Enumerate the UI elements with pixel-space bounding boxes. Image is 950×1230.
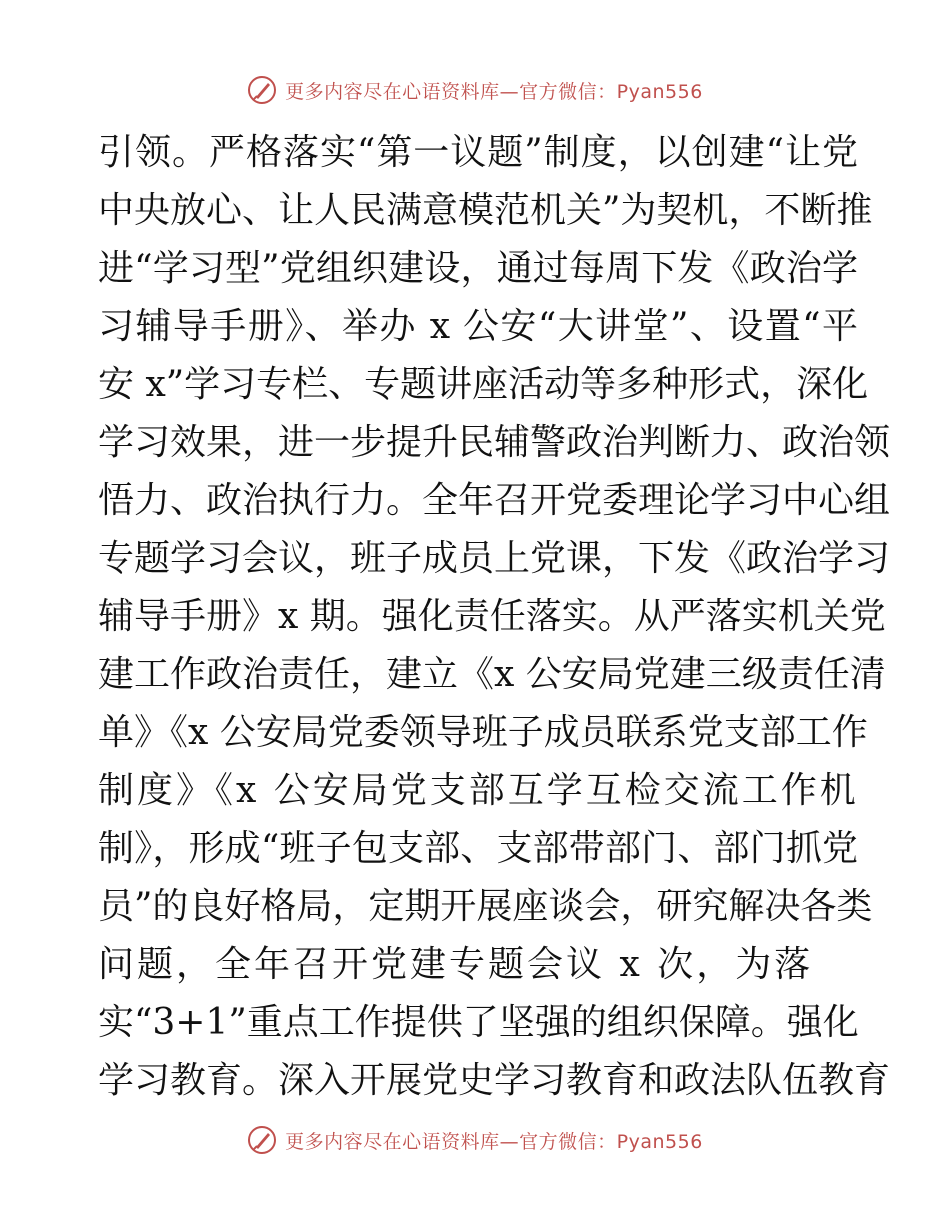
text-line: 悟力、政治执行力。全年召开党委理论学习中心组 (98, 480, 891, 521)
text-line: 安 x”学习专栏、专题讲座活动等多种形式，深化 (98, 364, 869, 405)
text-line: 学习效果，进一步提升民辅警政治判断力、政治领 (98, 422, 891, 463)
text-line: 制度》《x 公安局党支部互学互检交流工作机 (98, 770, 859, 811)
text-line: 问题，全年召开党建专题会议 x 次，为落 (98, 944, 814, 985)
document-paragraph (98, 124, 891, 1110)
quill-logo-icon (247, 1125, 277, 1155)
text-line: 引领。严格落实“第一议题”制度，以创建“让党 (98, 132, 858, 173)
text-line: 进“学习型”党组织建设，通过每周下发《政治学 (98, 248, 858, 289)
quill-logo-icon (247, 75, 277, 105)
watermark-text: 更多内容尽在心语资料库—官方微信：Pyan556 (285, 1130, 703, 1153)
text-line: 员”的良好格局，定期开展座谈会，研究解决各类 (98, 886, 873, 927)
text-line: 学习教育。深入开展党史学习教育和政法队伍教育 (98, 1060, 891, 1101)
text-line: 专题学习会议，班子成员上党课，下发《政治学习 (98, 538, 891, 579)
text-line: 建工作政治责任，建立《x 公安局党建三级责任清 (98, 654, 886, 695)
watermark-footer (0, 1120, 950, 1160)
text-line: 辅导手册》x 期。强化责任落实。从严落实机关党 (98, 596, 886, 637)
watermark-text: 更多内容尽在心语资料库—官方微信：Pyan556 (285, 80, 703, 103)
text-line: 中央放心、让人民满意模范机关”为契机，不断推 (98, 190, 873, 231)
text-line: 习辅导手册》、举办 x 公安“大讲堂”、设置“平 (98, 306, 858, 347)
text-line: 单》《x 公安局党委领导班子成员联系党支部工作 (98, 712, 868, 753)
text-line: 制》，形成“班子包支部、支部带部门、部门抓党 (98, 828, 858, 869)
text-line: 实“3+1”重点工作提供了坚强的组织保障。强化 (98, 1002, 859, 1043)
watermark-header (0, 70, 950, 110)
